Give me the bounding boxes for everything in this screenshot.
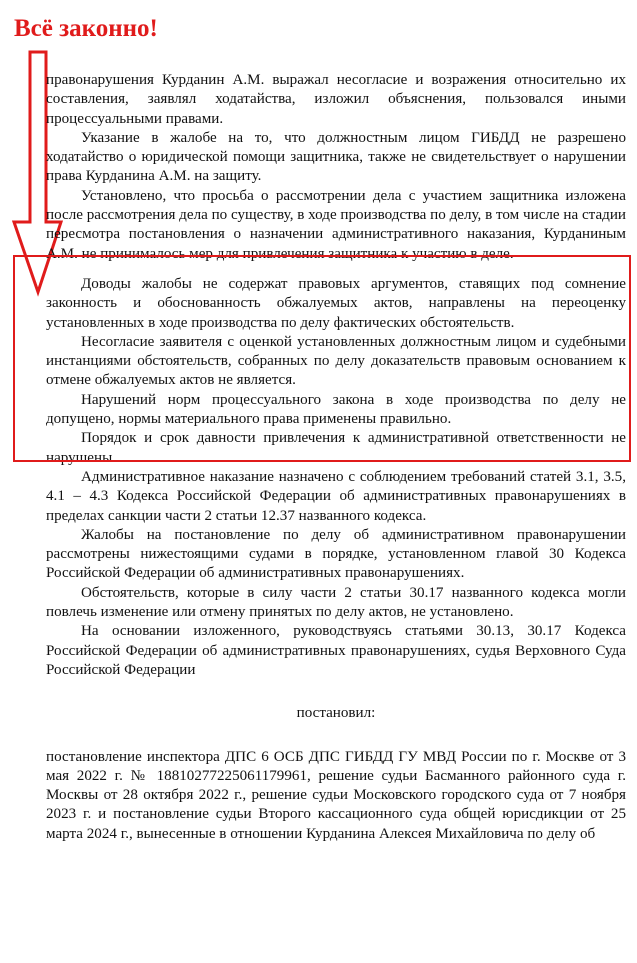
paragraph: правонарушения Курданин А.М. выражал несогласие и возражения относительно их составления, заявлял ходатайства, изложил объяснения, пользовался иными процессуальными правами. — [46, 72, 626, 127]
paragraph: Порядок и срок давности привлечения к административной ответственности не нарушены. — [46, 430, 626, 466]
paragraph-highlighted: Нарушений норм процессуального закона в ходе производства по делу не допущено, нормы материального права применены правильно. — [46, 391, 626, 428]
resolution-text: постановление инспектора ДПС 6 ОСБ ДПС ГИБДД ГУ МВД России по г. Москве от 3 мая 2022 г. № 18810277225061179961, решение судьи Басманного районного суда г. Москвы от 28 октября 2022 г., решение судьи Московского городского суда от 7 ноября 2023 г. и постановление судьи Второго кассационного суда общей юрисдикции от 25 марта 2024 г., вынесенные в отношении Курданина Алексея Михайловича по делу об — [46, 748, 626, 842]
paragraph: Административное наказание назначено с соблюдением требований статей 3.1, 3.5, 4.1 – 4.3 Кодекса Российской Федерации об административных правонарушениях в пределах санкции части 2 статьи 12.37 названного кодекса. — [46, 468, 626, 524]
paragraph-highlighted: Несогласие заявителя с оценкой установленных должностным лицом и судебными инстанциями обстоятельств, собранных по делу доказательств правовым основанием к отмене обжалуемых актов не является. — [46, 333, 626, 389]
paragraph-highlighted: Доводы жалобы не содержат правовых аргументов, ставящих под сомнение законность и обоснованность обжалуемых актов, направлены на переоценку установленных в ходе производства по делу фактических обстоятельств. — [46, 275, 626, 331]
document-body — [46, 71, 626, 844]
page-heading: Всё законно! — [14, 15, 158, 42]
paragraph: Обстоятельств, которые в силу части 2 статьи 30.17 названного кодекса могли повлечь изменение или отмену принятых по делу актов, не установлено. — [46, 584, 626, 621]
paragraph: Жалобы на постановление по делу об административном правонарушении рассмотрены нижестоящими судами в порядке, установленном главой 30 Кодекса Российской Федерации об административных правонарушениях. — [46, 526, 626, 582]
paragraph: На основании изложенного, руководствуясь статьями 30.13, 30.17 Кодекса Российской Федерации об административных правонарушениях, судья Верховного Суда Российской Федерации — [46, 623, 626, 678]
paragraph: Установлено, что просьба о рассмотрении дела с участием защитника изложена после рассмотрения дела по существу, в ходе производства по делу, в том числе на стадии пересмотра постановления о назначении административного наказания, Курданиным А.М. не принималось мер для привлечения защитника к участию в деле. — [46, 187, 626, 262]
resolution-heading: постановил: — [296, 705, 376, 722]
paragraph: Указание в жалобе на то, что должностным лицом ГИБДД не разрешено ходатайство о юридической помощи защитника, также не свидетельствует о нарушении права Курданина А.М. на защиту. — [46, 129, 626, 185]
